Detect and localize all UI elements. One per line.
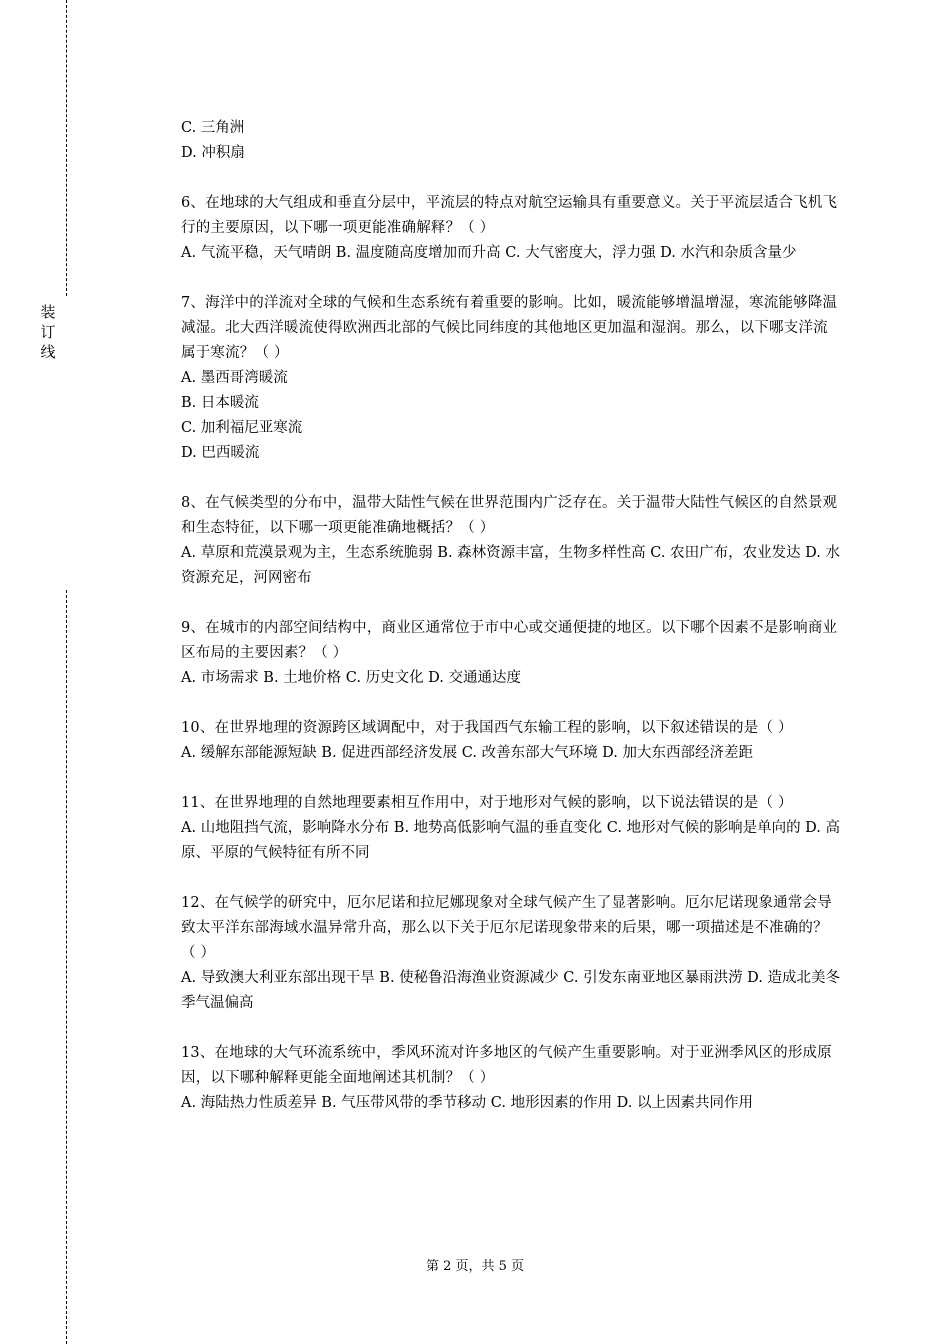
page-content [181,116,841,1116]
question-options: A. 导致澳大利亚东部出现干旱 B. 使秘鲁沿海渔业资源减少 C. 引发东南亚地区暴雨洪涝 D. 造成北美冬季气温偏高 [181,970,841,1011]
binding-line-label [36,302,60,362]
question-options: A. 缓解东部能源短缺 B. 促进西部经济发展 C. 改善东部大气环境 D. 加大东西部经济差距 [181,745,754,761]
question-9 [181,616,841,691]
option-d: D. 巴西暖流 [181,445,260,461]
binding-char: 装 [40,303,56,321]
question-options: A. 海陆热力性质差异 B. 气压带风带的季节移动 C. 地形因素的作用 D. 以上因素共同作用 [181,1095,754,1111]
question-options: A. 气流平稳，天气晴朗 B. 温度随高度增加而升高 C. 大气密度大，浮力强 D. 水汽和杂质含量少 [181,245,797,261]
question-options: A. 山地阻挡气流，影响降水分布 B. 地势高低影响气温的垂直变化 C. 地形对气候的影响是单向的 D. 高原、平原的气候特征有所不同 [181,820,841,861]
question-10 [181,716,841,766]
question-stem: 12、在气候学的研究中，厄尔尼诺和拉尼娜现象对全球气候产生了显著影响。厄尔尼诺现象通常会导致太平洋东部海域水温异常升高，那么以下关于厄尔尼诺现象带来的后果，哪一项描述是不准确的？（ ） [181,895,832,961]
question-stem: 6、在地球的大气组成和垂直分层中，平流层的特点对航空运输具有重要意义。关于平流层适合飞机飞行的主要原因，以下哪一项更能准确解释？（ ） [181,195,838,236]
previous-question-options [181,116,841,166]
binding-char: 订 [40,323,56,341]
question-13 [181,1041,841,1116]
question-stem: 7、海洋中的洋流对全球的气候和生态系统有着重要的影响。比如，暖流能够增温增湿，寒流能够降温减湿。北大西洋暖流使得欧洲西北部的气候比同纬度的其他地区更加温和湿润。那么，以下哪支洋流属于寒流？（ ） [181,295,838,361]
question-7 [181,291,841,466]
binding-char: 线 [40,343,56,361]
option-c: C. 三角洲 [181,120,245,136]
question-options: A. 草原和荒漠景观为主，生态系统脆弱 B. 森林资源丰富，生物多样性高 C. 农田广布，农业发达 D. 水资源充足，河网密布 [181,545,841,586]
question-stem: 8、在气候类型的分布中，温带大陆性气候在世界范围内广泛存在。关于温带大陆性气候区的自然景观和生态特征，以下哪一项更能准确地概括？（ ） [181,495,838,536]
binding-dashed-line-top [66,0,67,296]
question-stem: 13、在地球的大气环流系统中，季风环流对许多地区的气候产生重要影响。对于亚洲季风区的形成原因，以下哪种解释更能全面地阐述其机制？（ ） [181,1045,832,1086]
binding-dashed-line-bottom [66,590,67,1344]
question-options: A. 市场需求 B. 土地价格 C. 历史文化 D. 交通通达度 [181,670,522,686]
question-stem: 11、在世界地理的自然地理要素相互作用中，对于地形对气候的影响，以下说法错误的是（ ） [181,795,793,811]
question-6 [181,191,841,266]
page-number-footer: 第 2 页，共 5 页 [425,1259,525,1274]
option-b: B. 日本暖流 [181,395,259,411]
option-a: A. 墨西哥湾暖流 [181,370,288,386]
question-12 [181,891,841,1016]
question-stem: 10、在世界地理的资源跨区域调配中，对于我国西气东输工程的影响，以下叙述错误的是（ ） [181,720,793,736]
question-8 [181,491,841,591]
option-c: C. 加利福尼亚寒流 [181,420,303,436]
question-11 [181,791,841,866]
question-stem: 9、在城市的内部空间结构中，商业区通常位于市中心或交通便捷的地区。以下哪个因素不是影响商业区布局的主要因素？（ ） [181,620,838,661]
option-d: D. 冲积扇 [181,145,245,161]
